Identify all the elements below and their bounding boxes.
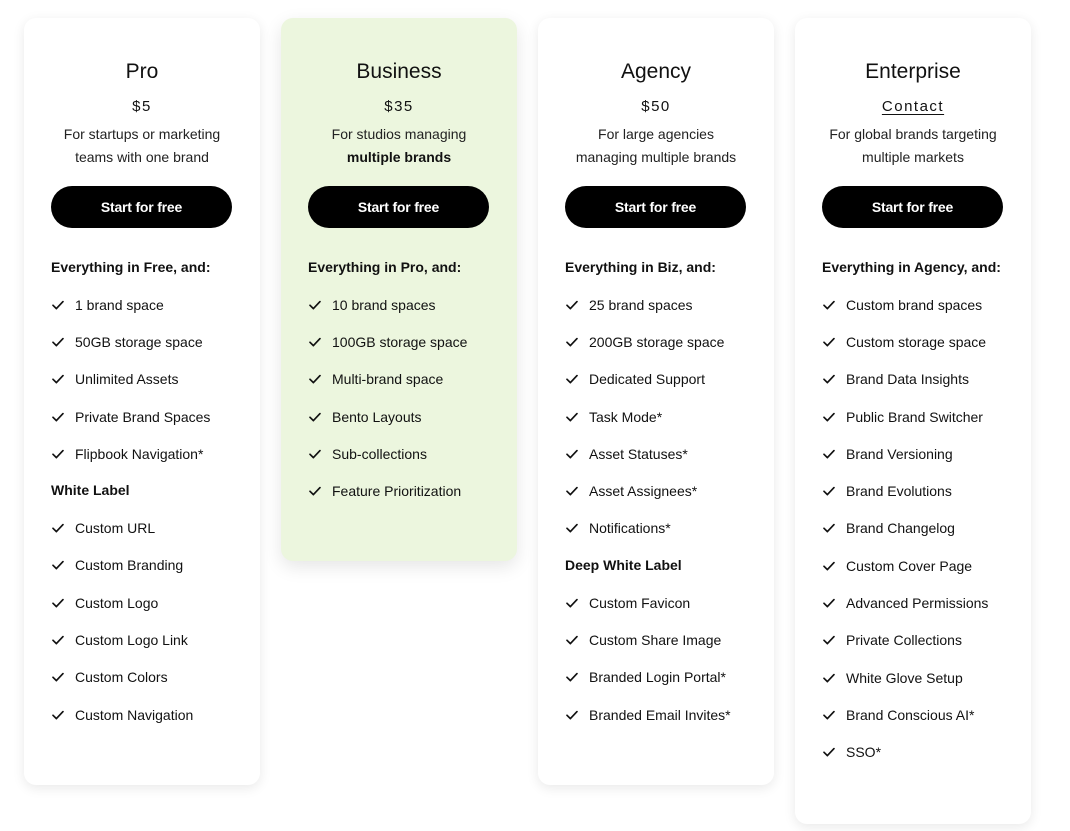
feature-item: Brand Versioning [822, 435, 1031, 472]
check-icon [822, 447, 836, 461]
contact-link[interactable]: Contact [881, 98, 945, 115]
check-icon [565, 298, 579, 312]
feature-item: Asset Statuses* [565, 435, 774, 472]
check-icon [51, 596, 65, 610]
feature-item: Brand Changelog [822, 510, 1031, 547]
check-icon [822, 521, 836, 535]
check-icon [565, 410, 579, 424]
feature-item: 1 brand space [51, 286, 260, 323]
check-icon [822, 410, 836, 424]
feature-item: 100GB storage space [308, 323, 517, 360]
feature-item: 200GB storage space [565, 323, 774, 360]
plan-card-enterprise [795, 18, 1031, 824]
feature-item: Custom Favicon [565, 584, 774, 621]
feature-item: White Glove Setup [822, 659, 1031, 696]
check-icon [822, 335, 836, 349]
feature-item: 50GB storage space [51, 323, 260, 360]
section-heading: Everything in Pro, and: [308, 259, 462, 275]
check-icon [51, 633, 65, 647]
check-icon [822, 559, 836, 573]
start-for-free-button[interactable]: Start for free [51, 186, 232, 228]
feature-item: 10 brand spaces [308, 286, 517, 323]
check-icon [822, 633, 836, 647]
feature-item: Brand Data Insights [822, 361, 1031, 398]
check-icon [51, 447, 65, 461]
feature-item: Branded Login Portal* [565, 659, 774, 696]
plan-price: $35 [384, 98, 414, 115]
start-for-free-button[interactable]: Start for free [565, 186, 746, 228]
feature-item: Custom Share Image [565, 621, 774, 658]
feature-item: Custom Colors [51, 659, 260, 696]
plan-card-agency [538, 18, 774, 785]
check-icon [565, 708, 579, 722]
check-icon [822, 671, 836, 685]
check-icon [308, 335, 322, 349]
feature-item: Feature Prioritization [308, 472, 517, 509]
check-icon [565, 335, 579, 349]
plan-description: For large agencies managing multiple brands [575, 126, 737, 165]
check-icon [51, 335, 65, 349]
check-icon [51, 708, 65, 722]
feature-item: Advanced Permissions [822, 584, 1031, 621]
check-icon [565, 521, 579, 535]
plan-price: $5 [132, 98, 152, 115]
section-heading: Everything in Agency, and: [822, 259, 1001, 275]
feature-item: Asset Assignees* [565, 472, 774, 509]
check-icon [308, 372, 322, 386]
feature-item: SSO* [822, 734, 1031, 771]
feature-item: Brand Conscious AI* [822, 696, 1031, 733]
check-icon [822, 596, 836, 610]
plan-price: $50 [641, 98, 671, 115]
check-icon [51, 298, 65, 312]
plan-description: For studios managing multiple brands [331, 126, 467, 165]
feature-list [565, 584, 774, 733]
feature-item: Custom Logo Link [51, 621, 260, 658]
check-icon [822, 372, 836, 386]
check-icon [308, 484, 322, 498]
feature-list [51, 286, 260, 472]
section-heading: White Label [51, 482, 130, 499]
feature-item: Private Collections [822, 622, 1031, 659]
check-icon [308, 447, 322, 461]
check-icon [51, 410, 65, 424]
feature-list [308, 286, 517, 510]
feature-item: Task Mode* [565, 398, 774, 435]
feature-item: Sub-collections [308, 435, 517, 472]
plan-card-business [281, 18, 517, 561]
check-icon [308, 298, 322, 312]
plan-name: Agency [620, 60, 692, 83]
start-for-free-button[interactable]: Start for free [308, 186, 489, 228]
check-icon [51, 372, 65, 386]
check-icon [308, 410, 322, 424]
feature-item: Brand Evolutions [822, 472, 1031, 509]
feature-item: Bento Layouts [308, 398, 517, 435]
feature-item: Flipbook Navigation* [51, 435, 260, 472]
check-icon [565, 633, 579, 647]
plan-card-pro [24, 18, 260, 785]
plan-name: Business [356, 60, 442, 83]
section-heading: Everything in Biz, and: [565, 259, 716, 275]
check-icon [565, 484, 579, 498]
feature-item: Public Brand Switcher [822, 398, 1031, 435]
check-icon [565, 670, 579, 684]
check-icon [51, 558, 65, 572]
feature-item: Custom brand spaces [822, 286, 1031, 323]
plan-description: For global brands targeting multiple markets [829, 126, 997, 165]
feature-list [51, 509, 260, 733]
check-icon [565, 596, 579, 610]
section-heading: Deep White Label [565, 557, 682, 574]
feature-item: 25 brand spaces [565, 286, 774, 323]
feature-item: Private Brand Spaces [51, 398, 260, 435]
plan-description: For startups or marketing teams with one brand [63, 126, 221, 165]
check-icon [51, 670, 65, 684]
feature-item: Custom Cover Page [822, 547, 1031, 584]
feature-item: Unlimited Assets [51, 361, 260, 398]
feature-list [822, 286, 1031, 771]
section-heading: Everything in Free, and: [51, 259, 211, 275]
feature-item: Custom Branding [51, 547, 260, 584]
feature-item: Multi-brand space [308, 361, 517, 398]
plan-name: Enterprise [865, 60, 961, 83]
plan-name: Pro [125, 60, 159, 83]
feature-item: Custom Logo [51, 584, 260, 621]
check-icon [565, 372, 579, 386]
feature-item: Custom Navigation [51, 696, 260, 733]
check-icon [822, 745, 836, 759]
check-icon [822, 298, 836, 312]
feature-item: Notifications* [565, 510, 774, 547]
check-icon [51, 521, 65, 535]
feature-item: Dedicated Support [565, 361, 774, 398]
start-for-free-button[interactable]: Start for free [822, 186, 1003, 228]
feature-list [565, 286, 774, 547]
check-icon [822, 484, 836, 498]
feature-item: Custom URL [51, 509, 260, 546]
feature-item: Custom storage space [822, 323, 1031, 360]
feature-item: Branded Email Invites* [565, 696, 774, 733]
check-icon [565, 447, 579, 461]
check-icon [822, 708, 836, 722]
